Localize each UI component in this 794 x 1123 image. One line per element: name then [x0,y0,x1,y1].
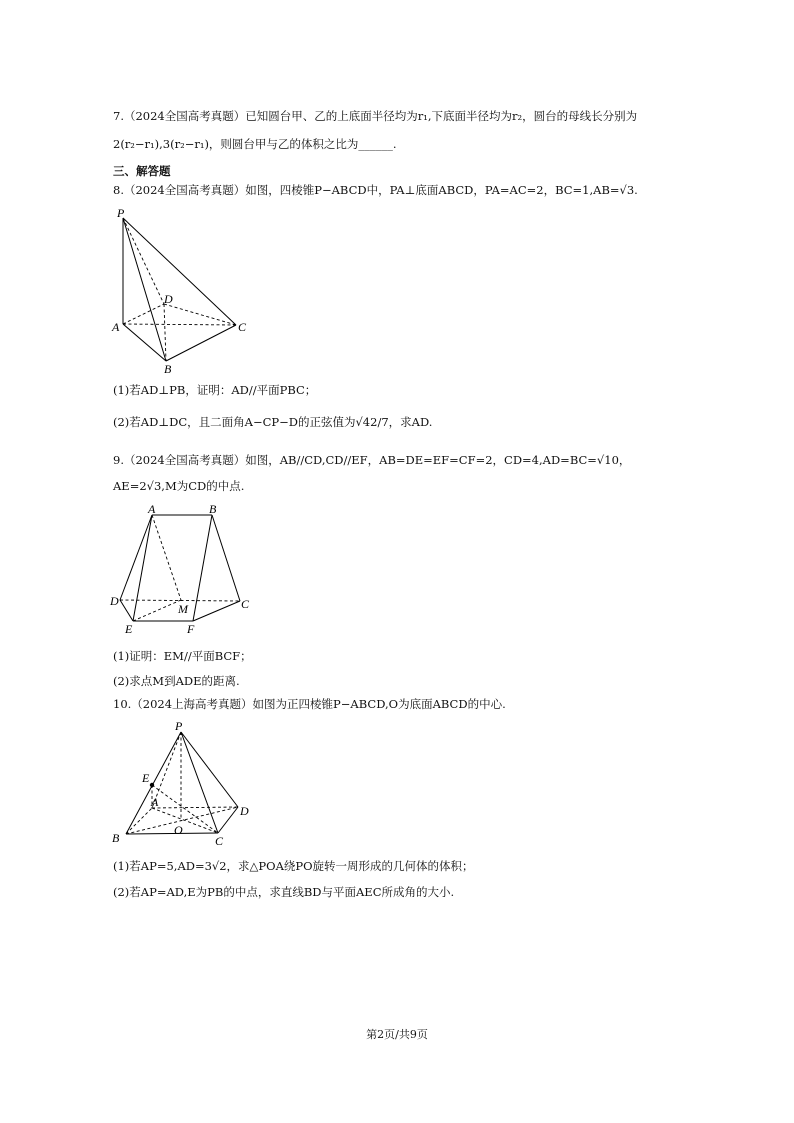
section-title: 三、解答题 [113,164,171,178]
q7-line-1: 7.（2024全国高考真题）已知圆台甲、乙的上底面半径均为r₁,下底面半径均为r₂，圆台的母线长分别为 [113,109,638,123]
label-b: B [112,831,120,845]
q9-part-2: (2)求点M到ADE的距离. [113,674,240,688]
label-d: D [240,804,249,818]
q7-line-2: 2(r₂−r₁),3(r₂−r₁)，则圆台甲与乙的体积之比为______. [113,137,397,151]
label-p: P [117,206,125,220]
label-b: B [209,502,217,516]
label-m: M [178,602,188,616]
q8-figure [108,204,258,376]
q8-part-1: (1)若AD⊥PB，证明：AD//平面PBC； [113,383,317,397]
label-a: A [112,320,120,334]
label-o: O [174,823,183,837]
q9-stem-2: AE=2√3,M为CD的中点. [113,479,245,493]
label-b: B [164,362,172,376]
page-footer: 第2页/共9页 [366,1028,428,1041]
label-f: F [187,622,195,636]
point-e [150,783,154,787]
label-d: D [110,594,119,608]
q10-part-1: (1)若AP=5,AD=3√2，求△POA绕PO旋转一周形成的几何体的体积； [113,859,474,873]
label-c: C [215,834,224,848]
label-c: C [238,320,247,334]
q9-figure [108,500,258,640]
q8-part-2: (2)若AD⊥DC，且二面角A−CP−D的正弦值为√42/7，求AD. [113,415,433,429]
polyhedron-diagram [108,500,258,640]
q10-stem: 10.（2024上海高考真题）如图为正四棱锥P−ABCD,O为底面ABCD的中心. [113,697,506,711]
label-c: C [241,597,250,611]
label-e: E [142,771,150,785]
label-a: A [148,502,156,516]
label-d: D [164,292,173,306]
q10-part-2: (2)若AP=AD,E为PB的中点，求直线BD与平面AEC所成角的大小. [113,885,455,899]
label-e: E [125,622,133,636]
q10-figure [108,718,258,848]
label-a: A [151,795,159,809]
q9-part-1: (1)证明：EM//平面BCF； [113,649,252,663]
regular-pyramid-diagram [108,718,258,848]
q8-stem: 8.（2024全国高考真题）如图，四棱锥P−ABCD中，PA⊥底面ABCD，PA=AC=2，BC=1,AB=√3. [113,183,638,197]
pyramid-diagram [108,204,258,376]
q9-stem-1: 9.（2024全国高考真题）如图，AB//CD,CD//EF，AB=DE=EF=CF=2，CD=4,AD=BC=√10， [113,453,631,467]
label-p: P [175,719,183,733]
